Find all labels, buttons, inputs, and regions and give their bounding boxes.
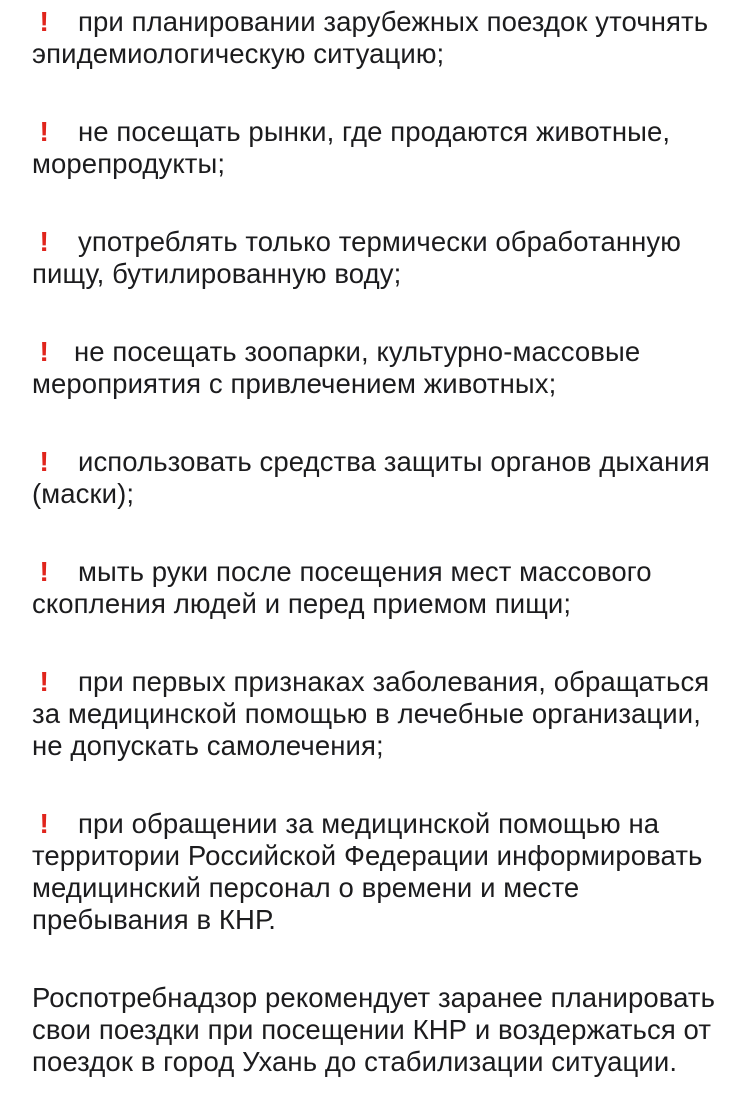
closing-paragraph: Роспотребнадзор рекомендует заранее планировать свои поездки при посещении КНР и воздержаться от поездок в город Ухань до стабилизации ситуации. (32, 982, 716, 1077)
recommendation-text: использовать средства защиты органов дыхания (маски); (32, 446, 710, 509)
exclamation-icon: ! (39, 226, 50, 257)
exclamation-icon: ! (39, 556, 50, 587)
recommendation-item (32, 116, 732, 180)
exclamation-icon: ! (39, 336, 50, 367)
recommendation-text: при планировании зарубежных поездок уточнять эпидемиологическую ситуацию; (32, 6, 709, 69)
recommendation-item (32, 336, 732, 400)
recommendation-item (32, 6, 732, 70)
recommendation-item (32, 226, 732, 290)
recommendation-text: при первых признаках заболевания, обращаться за медицинской помощью в лечебные организации, не допускать самолечения; (32, 666, 710, 761)
exclamation-icon: ! (39, 6, 50, 37)
recommendation-item (32, 446, 732, 510)
exclamation-icon: ! (39, 808, 50, 839)
recommendations-list (32, 6, 732, 1078)
recommendation-text: мыть руки после посещения мест массового скопления людей и перед приемом пищи; (32, 556, 652, 619)
recommendation-text: не посещать рынки, где продаются животные, морепродукты; (32, 116, 671, 179)
exclamation-icon: ! (39, 666, 50, 697)
exclamation-icon: ! (39, 446, 50, 477)
recommendation-item (32, 556, 732, 620)
recommendation-text: не посещать зоопарки, культурно-массовые мероприятия с привлечением животных; (32, 336, 641, 399)
recommendation-text: при обращении за медицинской помощью на территории Российской Федерации информировать медицинский персонал о времени и месте пребывания в КНР. (32, 808, 703, 935)
recommendation-text: употреблять только термически обработанную пищу, бутилированную воду; (32, 226, 681, 289)
recommendation-item (32, 666, 732, 762)
recommendation-item (32, 808, 732, 936)
exclamation-icon: ! (39, 116, 50, 147)
